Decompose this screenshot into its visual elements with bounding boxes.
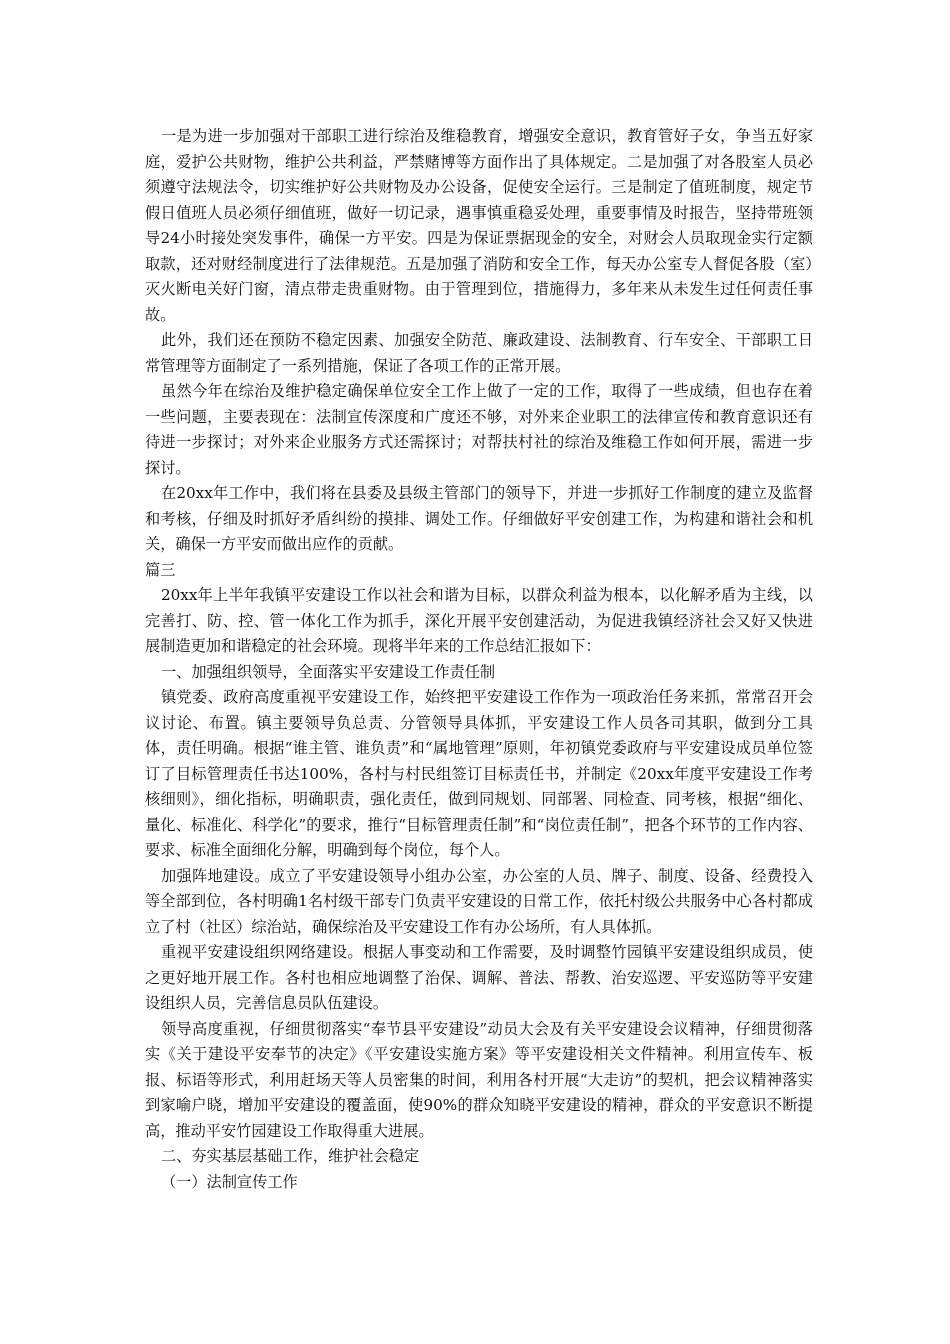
paragraph: 此外，我们还在预防不稳定因素、加强安全防范、廉政建设、法制教育、行车安全、干部职工日常管理等方面制定了一系列措施，保证了各项工作的正常开展。: [145, 331, 813, 375]
section-heading: 篇三: [145, 560, 176, 579]
paragraph: 在20xx年工作中，我们将在县委及县级主管部门的领导下，并进一步抓好工作制度的建立及监督和考核，仔细及时抓好矛盾纠纷的摸排、调处工作。仔细做好平安创建工作，为构建和谐社会和机关，确保一方平安而做出应作的贡献。: [145, 484, 813, 553]
subsection-heading: （一）法制宣传工作: [160, 1172, 298, 1191]
paragraph: 虽然今年在综治及维护稳定确保单位安全工作上做了一定的工作，取得了一些成绩，但也存在着一些问题，主要表现在：法制宣传深度和广度还不够，对外来企业职工的法律宣传和教育意识还有待进一步探讨；对外来企业服务方式还需探讨；对帮扶村社的综治及维稳工作如何开展，需进一步探讨。: [145, 382, 813, 477]
paragraph: 重视平安建设组织网络建设。根据人事变动和工作需要，及时调整竹园镇平安建设组织成员，使之更好地开展工作。各村也相应地调整了治保、调解、普法、帮教、治安巡逻、平安巡防等平安建设组织人员，完善信息员队伍建设。: [145, 943, 813, 1012]
section-heading: 一、加强组织领导，全面落实平安建设工作责任制: [160, 662, 496, 681]
section-heading: 二、夯实基层基础工作，维护社会稳定: [160, 1147, 420, 1165]
paragraph: 镇党委、政府高度重视平安建设工作，始终把平安建设工作作为一项政治任务来抓，常常召开会议讨论、布置。镇主要领导负总责、分管领导具体抓，平安建设工作人员各司其职，做到分工具体，责任明确。根据“谁主管、谁负责”和“属地管理”原则，年初镇党委政府与平安建设成员单位签订了目标管理责任书达100%，各村与村民组签订目标责任书，并制定《20xx年度平安建设工作考核细则》，细化指标，明确职责，强化责任，做到同规划、同部署、同检查、同考核，根据“细化、量化、标准化、科学化”的要求，推行“目标管理责任制”和“岗位责任制”，把各个环节的工作内容、要求、标准全面细化分解，明确到每个岗位，每个人。: [145, 688, 813, 859]
paragraph: 20xx年上半年我镇平安建设工作以社会和谐为目标，以群众利益为根本，以化解矛盾为主线，以完善打、防、控、管一体化工作为抓手，深化开展平安创建活动，为促进我镇经济社会又好又快进展制造更加和谐稳定的社会环境。现将半年来的工作总结汇报如下：: [145, 586, 813, 655]
document-body: [145, 124, 813, 1195]
paragraph: 一是为进一步加强对干部职工进行综治及维稳教育，增强安全意识，教育管好子女，争当五好家庭，爱护公共财物，维护公共利益，严禁赌博等方面作出了具体规定。二是加强了对各股室人员必须遵守法规法令，切实维护好公共财物及办公设备，促使安全运行。三是制定了值班制度，规定节假日值班人员必须仔细值班，做好一切记录，遇事慎重稳妥处理，重要事情及时报告，坚持带班领导24小时接处突发事件，确保一方平安。四是为保证票据现金的安全，对财会人员取现金实行定额取款，还对财经制度进行了法律规范。五是加强了消防和安全工作，每天办公室专人督促各股（室）灭火断电关好门窗，清点带走贵重财物。由于管理到位，措施得力，多年来从未发生过任何责任事故。: [145, 127, 813, 324]
paragraph: 领导高度重视，仔细贯彻落实“奉节县平安建设”动员大会及有关平安建设会议精神，仔细贯彻落实《关于建设平安奉节的决定》《平安建设实施方案》等平安建设相关文件精神。利用宣传车、板报、标语等形式，利用赶场天等人员密集的时间，利用各村开展“大走访”的契机，把会议精神落实到家喻户晓，增加平安建设的覆盖面，使90%的群众知晓平安建设的精神，群众的平安意识不断提高，推动平安竹园建设工作取得重大进展。: [145, 1019, 813, 1140]
paragraph: 加强阵地建设。成立了平安建设领导小组办公室，办公室的人员、牌子、制度、设备、经费投入等全部到位，各村明确1名村级干部专门负责平安建设的日常工作，依托村级公共服务中心各村都成立了村（社区）综治站，确保综治及平安建设工作有办公场所，有人具体抓。: [145, 866, 813, 936]
